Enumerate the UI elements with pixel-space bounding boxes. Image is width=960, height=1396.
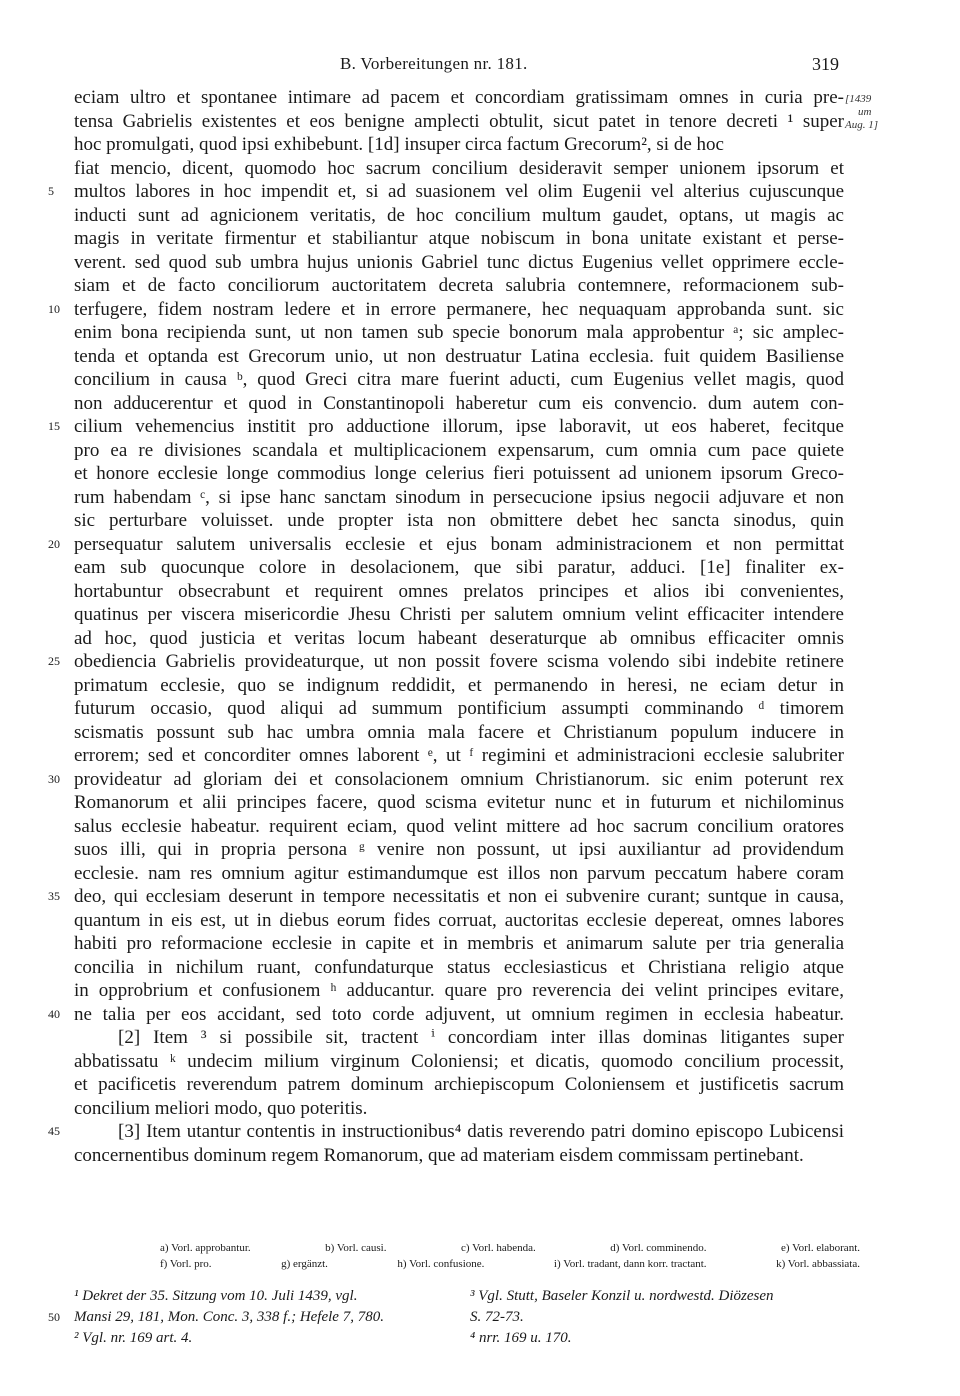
text-line — [74, 1026, 844, 1050]
apparatus-note: g) ergänzt. — [281, 1258, 328, 1270]
text-line — [74, 133, 844, 157]
text-line — [74, 486, 844, 510]
margin-note-year: [1439 — [845, 93, 872, 105]
text-line — [74, 697, 844, 721]
text-line — [74, 509, 844, 533]
running-title: B. Vorbereitungen nr. 181. — [340, 54, 528, 73]
line-text: ad hoc, quod justicia et veritas locum habeant deseraturque ab omnibus efficaciter omnis — [74, 627, 844, 649]
text-line — [74, 251, 844, 275]
line-number: 30 — [48, 771, 60, 786]
text-line — [74, 744, 844, 768]
line-text: [3] Item utantur contentis in instructionibus⁴ datis reverendo patri domino episcopo Lubicensi — [118, 1121, 844, 1142]
line-text: deo, qui ecclesiam deserunt in tempore necessitatis et non ei subvenire curant; suntque in causa, — [74, 886, 844, 907]
text-line — [74, 556, 844, 580]
text-line — [48, 1120, 844, 1144]
line-text: concernentibus dominum regem Romanorum, que ad materiam eisdem commissam pertinebant. — [74, 1144, 804, 1166]
line-number: 35 — [48, 889, 60, 903]
margin-note-date: Aug. 1] — [845, 119, 878, 131]
textual-apparatus — [160, 1240, 860, 1272]
text-line — [48, 885, 844, 909]
text-line — [74, 439, 844, 463]
text-line — [74, 345, 844, 369]
text-line — [74, 721, 844, 745]
text-line — [74, 1097, 844, 1121]
text-line — [74, 815, 844, 839]
page-header — [0, 54, 960, 78]
line-text: et honore ecclesie longe commodius longe celerius fieri potuissent ad unionem ipsorum Greco- — [74, 463, 844, 484]
text-line — [74, 1073, 844, 1097]
line-text: sic perturbare voluisset. unde propter ista non obmittere debet hec sancta sinodus, quin — [74, 510, 844, 531]
line-text: salus ecclesie habeatur. requirent eciam, quod velint mittere ad hoc sacrum concilium oratores — [74, 815, 844, 837]
text-line — [48, 415, 844, 439]
line-text: habiti pro reformacione ecclesie in capite et in membris et animarum salute per tria generalia — [74, 933, 844, 954]
text-line — [74, 862, 844, 886]
footnote-line: ⁴ nrr. 169 u. 170. — [470, 1330, 572, 1346]
text-line — [74, 157, 844, 181]
text-line — [48, 650, 844, 674]
text-line — [74, 462, 844, 486]
footnote-line: ² Vgl. nr. 169 art. 4. — [74, 1330, 193, 1346]
line-text: verent. sed quod sub umbra hujus unionis Gabriel tunc dictus Eugenius vellet opprimere eccle- — [74, 251, 844, 273]
line-text: obediencia Gabrielis provideaturque, ut non possit fovere scisma volendo sibi indebite retinere — [74, 651, 844, 672]
line-text: multos labores in hoc impendit et, si ad suasionem vel olim Eugenii vel alterius cujuscunque — [74, 181, 844, 202]
line-number: 25 — [48, 654, 60, 668]
line-text: enim bona recipienda sunt, ut non tamen sub specie bonorum mala approbentur ᵃ; sic amplec- — [74, 322, 844, 343]
text-line — [48, 180, 844, 204]
line-text: scismatis possunt sub hac umbra omnia mala facere et Christianum populum inducere in — [74, 721, 844, 743]
line-text: concilium meliori modo, quo poteritis. — [74, 1097, 368, 1119]
text-line — [48, 298, 844, 322]
line-text: concilia in nichilum ruant, confundaturque status ecclesiasticus et Christiana religio atque — [74, 956, 844, 978]
footnote-line: Mansi 29, 181, Mon. Conc. 3, 338 f.; Hefele 7, 780. — [74, 1309, 384, 1325]
text-line — [74, 580, 844, 604]
apparatus-note: b) Vorl. causi. — [325, 1242, 387, 1254]
line-text: cilium vehemencius institit pro adductione illorum, ipse laboravit, ut eos haberet, fecitque — [74, 416, 844, 437]
text-line — [74, 110, 844, 134]
text-line — [74, 227, 844, 251]
footnote-line: ³ Vgl. Stutt, Baseler Konzil u. nordwestd. Diözesen — [470, 1288, 774, 1304]
line-text: non adducerentur et quod in Constantinopoli haberetur cum eis convencio. dum autem con- — [74, 392, 844, 414]
line-text: tensa Gabrielis existentes et eos benigne amplecti obtulit, sicut patet in tenore decreti ¹ super — [74, 110, 844, 132]
line-text: suos illi, qui in propria persona ᵍ venire non possunt, ut ipsi auxiliantur ad providendum — [74, 839, 844, 860]
text-line — [74, 956, 844, 980]
line-text: provideatur ad gloriam dei et consolacionem omnium Christianorum. sic enim poterunt rex — [74, 768, 844, 790]
line-text: persequatur salutem universalis ecclesie et ejus bonam administracionem et non permittat — [74, 533, 844, 555]
line-text: inducti sunt ad agnicionem veritatis, de hoc concilium multum gaudet, optans, ut magis ac — [74, 204, 844, 226]
text-line — [74, 838, 844, 862]
apparatus-note: c) Vorl. habenda. — [461, 1242, 536, 1254]
text-line — [48, 1003, 844, 1027]
line-text: tenda et optanda est Grecorum unio, ut non destruatur Latina ecclesia. fuit quidem Basiliense — [74, 345, 844, 367]
line-text: in opprobrium et confusionem ʰ adducantur. quare pro reverencia dei velint principes evitare, — [74, 980, 844, 1001]
line-number: 15 — [48, 419, 60, 433]
margin-note-um: um — [858, 106, 872, 118]
line-text: errorem; sed et concorditer omnes laborent ᵉ, ut ᶠ regimini et administracioni ecclesie salubriter — [74, 745, 844, 766]
line-number: 45 — [48, 1124, 60, 1138]
apparatus-note: i) Vorl. tradant, dann korr. tractant. — [553, 1258, 707, 1270]
footnote-line: ¹ Dekret der 35. Sitzung vom 10. Juli 1439, vgl. — [74, 1288, 358, 1304]
text-line — [74, 627, 844, 651]
line-text: et pacificetis reverendum patrem dominum archiepiscopum Coloniensem et justificetis sacrum — [74, 1074, 844, 1095]
line-text: ne talia per eos accidant, sed toto corde adjuvent, ut omnium regimen in ecclesia habeatur. — [74, 1003, 844, 1025]
line-number: 5 — [48, 184, 54, 198]
line-text: hortabuntur obsecrabunt et requirent omnes prelatos principes et alios ibi convenientes, — [74, 580, 844, 602]
line-text: [2] Item ³ si possibile sit, tractent ⁱ concordiam inter illas dominas litigantes super — [118, 1027, 844, 1048]
apparatus-note: k) Vorl. abbassiata. — [776, 1258, 860, 1270]
apparatus-note: h) Vorl. confusione. — [397, 1258, 485, 1270]
apparatus-note: f) Vorl. pro. — [160, 1258, 212, 1270]
text-line — [74, 674, 844, 698]
line-text: magis in veritate firmentur et stabiliantur atque nobiscum in bona unitate existant et perse- — [74, 228, 844, 249]
line-number: 20 — [48, 536, 60, 551]
footnote-line-number: 50 — [48, 1310, 60, 1324]
apparatus-row-1 — [160, 1240, 860, 1256]
text-line — [74, 603, 844, 627]
text-line — [74, 204, 844, 228]
footnotes-left-column — [74, 1286, 464, 1349]
apparatus-note: d) Vorl. comminendo. — [610, 1242, 707, 1254]
line-text: ecclesie. nam res omnium agitur estimandumque est illos non parvum peccatum habere coram — [74, 862, 844, 884]
line-number: 40 — [48, 1006, 60, 1021]
text-line — [74, 392, 844, 416]
text-line — [74, 368, 844, 392]
text-line — [74, 1050, 844, 1074]
apparatus-note: e) Vorl. elaborant. — [780, 1242, 860, 1254]
line-text: concilium in causa ᵇ, quod Greci citra mare fuerint aducti, cum Eugenius vellet magis, quod — [74, 369, 844, 390]
line-number: 10 — [48, 301, 60, 316]
text-line — [74, 274, 844, 298]
line-text: eam sub quocunque colore in desolacionem, que sibi paratur, adduci. [1e] finaliter ex- — [74, 557, 844, 578]
line-text: futurum occasio, quod aliqui ad summum pontificium assumpti comminando ᵈ timorem — [74, 698, 844, 719]
text-line — [74, 321, 844, 345]
footnote-line: S. 72-73. — [470, 1309, 524, 1325]
text-line — [74, 791, 844, 815]
line-text: hoc promulgati, quod ipsi exhibebunt. [1d] insuper circa factum Grecorum², si de hoc — [74, 134, 724, 155]
text-line — [74, 1144, 844, 1168]
line-text: eciam ultro et spontanee intimare ad pacem et concordiam gratissimam omnes in curia pre- — [74, 87, 844, 108]
line-text: Romanorum et alii principes facere, quod scisma evitetur nunc et in futurum et nichilominus — [74, 792, 844, 813]
text-line — [74, 932, 844, 956]
text-line — [74, 86, 844, 110]
apparatus-row-2 — [160, 1256, 860, 1272]
text-line — [48, 533, 844, 557]
line-text: pro ea re divisiones scandala et multiplicacionem expensarum, cum omnia cum pace quiete — [74, 439, 844, 461]
text-line — [74, 909, 844, 933]
line-text: primatum ecclesie, quo se indignum reddidit, et permanendo in heresi, ne eciam detur in — [74, 674, 844, 696]
line-text: fiat mencio, dicent, quomodo hoc sacrum concilium desideravit semper unionem ipsorum et — [74, 157, 844, 179]
text-line — [74, 979, 844, 1003]
line-text: terfugere, fidem nostram ledere et in errore permanere, hec nequaquam approbanda sunt. sic — [74, 298, 844, 320]
main-text — [48, 86, 844, 1167]
footnotes-right-column — [470, 1286, 850, 1349]
page-number: 319 — [812, 54, 839, 74]
line-text: quatinus per viscera misericordie Jhesu Christi per salutem omnium velint efficaciter intendere — [74, 604, 844, 625]
apparatus-note: a) Vorl. approbantur. — [160, 1242, 251, 1254]
line-text: siam et de facto conciliorum auctoritatem decreta salubria contemnere, reformacionem sub- — [74, 275, 844, 296]
line-text: rum habendam ᶜ, si ipse hanc sanctam sinodum in persecucione ipsius negocii adjuvare et non — [74, 486, 844, 508]
text-line — [48, 768, 844, 792]
line-text: abbatissatu ᵏ undecim milium virginum Coloniensi; et dicatis, quomodo concilium processit, — [74, 1050, 844, 1072]
line-text: quantum in eis est, ut in diebus eorum fides corruat, auctoritas ecclesie depereat, omnes labores — [74, 909, 844, 931]
